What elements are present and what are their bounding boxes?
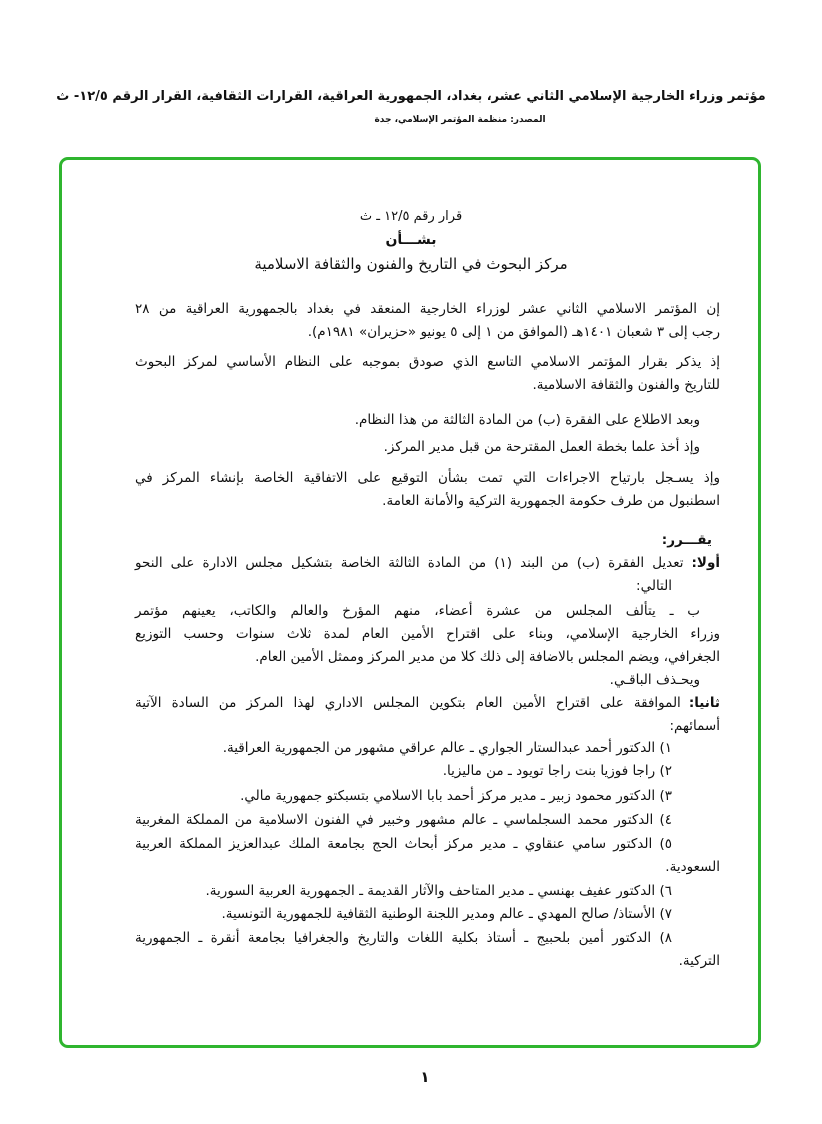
first-label: أولا: [691, 555, 720, 571]
resolution-subject: مركز البحوث في التاريخ والفنون والثقافة الاسلامية [254, 255, 568, 273]
first-line: تعديل الفقرة (ب) من البند (١) من المادة الثالثة الخاصة بتشكيل مجلس الادارة على النحو [135, 555, 684, 571]
document-header-title: مؤتمر وزراء الخارجية الإسلامي الثاني عشر، بغداد، الجمهورية العراقية، القرارات الثقافية، القرار الرقم ١٢/٥- ث [56, 89, 766, 104]
second-line: الموافقة على اقتراح الأمين العام بتكوين المجلس الاداري لهذا المركز من السادة الآتية [135, 695, 681, 711]
preamble-line: وبعد الاطلاع على الفقرة (ب) من المادة الثالثة من هذا النظام. [354, 412, 700, 428]
clause-line: الجغرافي، ويضم المجلس بالاضافة إلى ذلك كلا من مدير المركز وممثل الأمين العام. [255, 649, 720, 665]
clause-line: ويحـذف الباقـي. [609, 672, 700, 688]
member-item: ٢) راجا فوزيا بنت راجا تويود ـ من ماليزيا. [442, 763, 672, 779]
preamble-line: إن المؤتمر الاسلامي الثاني عشر لوزراء الخارجية المنعقد في بغداد بالجمهورية العراقية من ٢٨ [135, 301, 720, 317]
second-row [135, 692, 720, 714]
preamble-line: اسطنبول من طرف حكومة الجمهورية التركية والأمانة العامة. [382, 493, 720, 509]
member-item: التركية. [678, 953, 720, 969]
resolution-number: قرار رقم ١٢/٥ ـ ث [359, 209, 463, 224]
document-source: المصدر: منظمة المؤتمر الإسلامي، جدة [374, 115, 546, 125]
second-label: ثانيا: [688, 695, 720, 711]
member-item: ١) الدكتور أحمد عبدالستار الجواري ـ عالم عراقي مشهور من الجمهورية العراقية. [222, 740, 672, 756]
preamble-line: رجب إلى ٣ شعبان ١٤٠١هـ (الموافق من ١ إلى ٥ يونيو «حزيران» ١٩٨١م). [307, 324, 720, 340]
clause-line: ب ـ يتألف المجلس من عشرة أعضاء، منهم المؤرخ والعالم والكاتب، يعينهم مؤتمر [135, 603, 700, 619]
member-item: ٨) الدكتور أمين بلحبيج ـ أستاذ بكلية اللغات والتاريخ والجغرافيا بجامعة أنقرة ـ الجمهورية [135, 930, 672, 946]
preamble-line: وإذ يسـجل بارتياح الاجراءات التي تمت بشأن التوقيع على الاتفاقية الخاصة بإنشاء المركز في [135, 470, 720, 486]
preamble-line: وإذ أخذ علما بخطة العمل المقترحة من قبل مدير المركز. [383, 439, 700, 455]
first-line: التالي: [636, 578, 672, 594]
member-item: ٧) الأستاذ/ صالح المهدي ـ عالم ومدير اللجنة الوطنية الثقافية للجمهورية التونسية. [221, 906, 672, 922]
decides-label: يقـــرر: [661, 532, 712, 548]
clause-line: وزراء الخارجية الإسلامي، وبناء على اقتراح الأمين العام لمدة ثلاث سنوات وحسب التوزيع [135, 626, 720, 642]
member-item: ٤) الدكتور محمد السجلماسي ـ عالم مشهور وخبير في الفنون الاسلامية من المملكة المغربية [135, 812, 672, 828]
first-row [135, 552, 720, 574]
page-number: ١ [420, 1068, 430, 1086]
resolution-about: بشـــأن [385, 232, 437, 248]
preamble-line: للتاريخ والفنون والثقافة الاسلامية. [532, 377, 720, 393]
member-item: ٥) الدكتور سامي عنقاوي ـ مدير مركز أبحاث الحج بجامعة الملك عبدالعزيز المملكة العربية [135, 836, 672, 852]
second-line: أسمائهم: [669, 718, 720, 734]
member-item: ٣) الدكتور محمود زبير ـ مدير مركز أحمد بابا الاسلامي بتسبكتو جمهورية مالي. [240, 788, 672, 804]
member-item: ٦) الدكتور عفيف بهنسي ـ مدير المتاحف والآثار القديمة ـ الجمهورية العربية السورية. [205, 883, 672, 899]
member-item: السعودية. [665, 859, 720, 875]
preamble-line: إذ يذكر بقرار المؤتمر الاسلامي التاسع الذي صودق بموجبه على النظام الأساسي لمركز البحوث [135, 354, 720, 370]
